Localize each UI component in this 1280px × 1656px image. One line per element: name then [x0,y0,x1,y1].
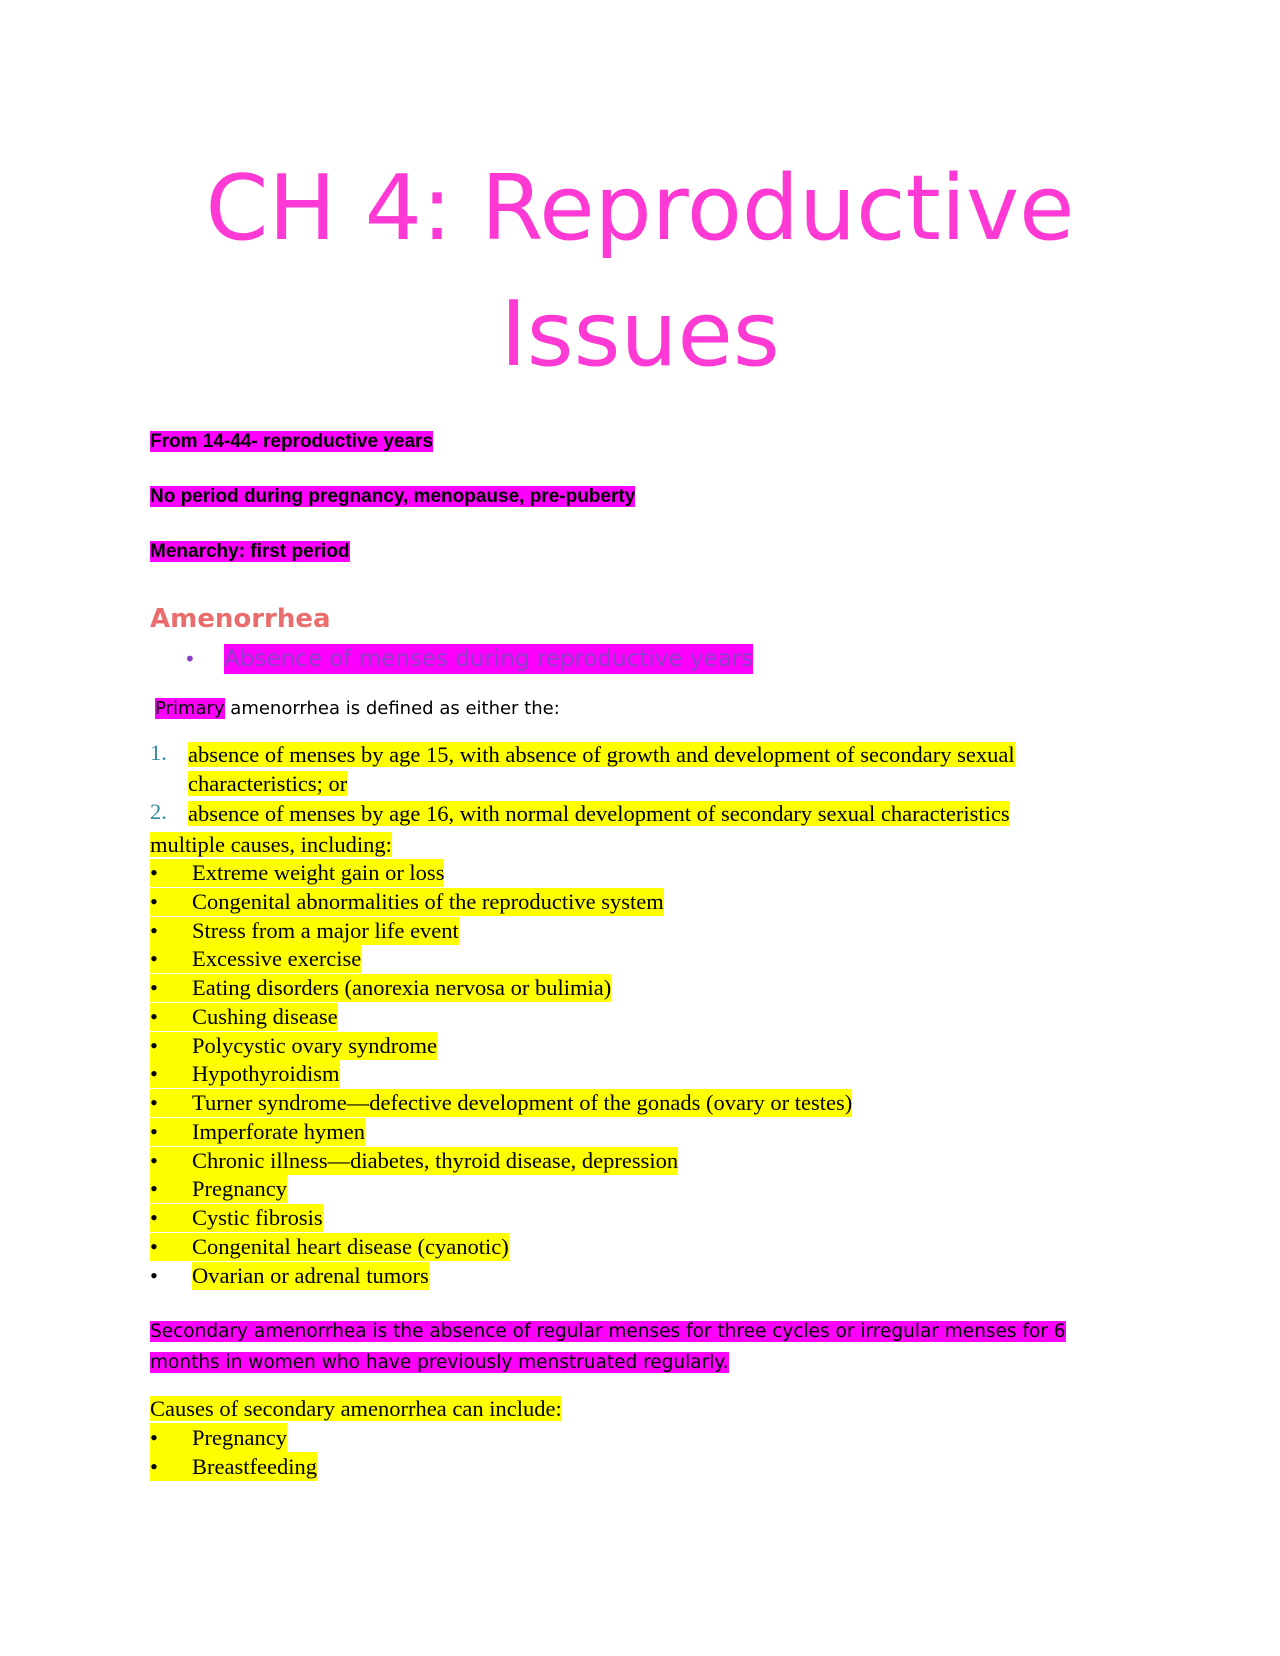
document-page: CH 4: Reproductive Issues From 14-44- reproductive years No period during pregnancy, menopause, pre-puberty Menarchy: first period Amenorrhea • Absence of menses during reproductive years Primary amenorrhea is defined as either the: 1. absence of menses by age 15, with absence of growth and development of secondary sexual characteristics; or 2. absence of menses by age 16, with normal development of secondary sexual characteristics multiple causes, including: • Extreme weight gain or loss • Congenital abnormalities of the reproductive system • Stress from a major life event • Excessive exercise • Eating disorders (anorexia nervosa or bulimia) • Cushing disease • Polycystic ovary syndrome • Hypothyroidism • Turner syndrome—defective development of the gonads (ovary or testes) • Imperforate hymen • Chronic illness—diabetes, thyroid disease, depression • Pregnancy • Cystic fibrosis • Congenital heart disease (cyanotic) • Ovarian or adrenal tumors Secondary amenorrhea is the absence of regular menses for three cycles or irregular menses for 6 months in women who have previously menstruated regularly. Causes of secondary amenorrhea can include: • Pregnancy • Breastfeeding [0,0,1280,1656]
secondary-definition: Secondary amenorrhea is the absence of regular menses for three cycles or irregular menses for 6 months in women who have previously menstruated regularly. [150,1321,1066,1373]
section-heading-amenorrhea: Amenorrhea [150,604,331,634]
intro-line-3: Menarchy: first period [150,541,350,562]
primary-definition [155,696,560,722]
causes-intro: multiple causes, including: [150,832,392,857]
title-line-1: CH 4: Reproductive [205,156,1075,261]
list-number: 2. [150,799,167,824]
list-number: 1. [150,740,167,765]
intro-line-2: No period during pregnancy, menopause, pre-puberty [150,486,636,507]
page-title [150,146,1130,398]
numbered-item-2: absence of menses by age 16, with normal development of secondary sexual characteristics [188,801,1010,826]
definition-text: Absence of menses during reproductive years [224,646,754,672]
primary-rest: amenorrhea is defined as either the: [224,698,560,719]
secondary-causes-intro: Causes of secondary amenorrhea can include: [150,1396,562,1421]
intro-line-1: From 14-44- reproductive years [150,431,434,452]
primary-word: Primary [155,698,225,719]
numbered-item-1-line-1: absence of menses by age 15, with absence of growth and development of secondary sexual [188,742,1015,767]
numbered-item-1-line-2: characteristics; or [188,771,348,796]
bullet-dot: • [184,647,196,671]
title-line-2: Issues [500,282,780,387]
